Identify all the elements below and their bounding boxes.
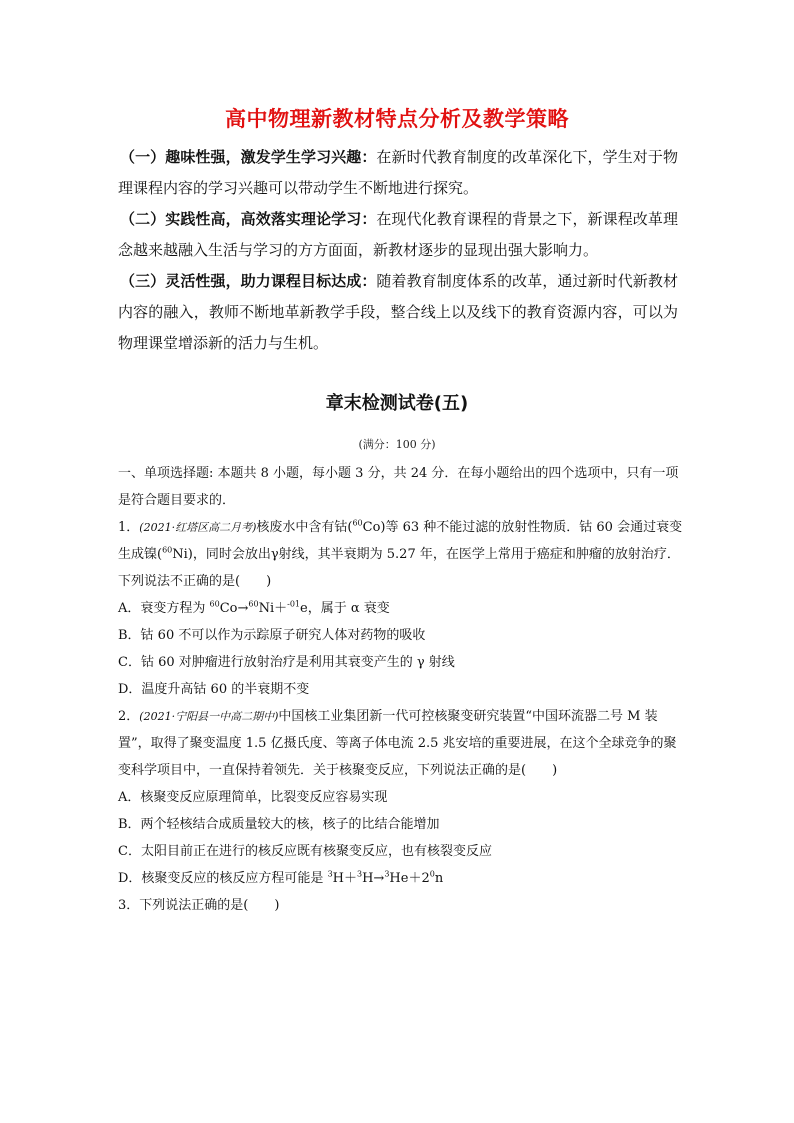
question-number: 2． [118,709,140,724]
option-text: Co→ [219,601,249,616]
option-text: H＋ [332,871,357,886]
stem-part: Co)等 63 种不能过滤的放射性物质．钴 60 会通过衰变生成镍( [118,520,683,562]
question-1-stem [118,514,683,595]
question-source: (2021·宁阳县一中高二期中) [139,710,279,723]
mass-number: 60 [209,599,220,609]
question-1-option-c: C．钴 60 对肿瘤进行放射治疗是利用其衰变产生的 γ 射线 [118,655,455,670]
mass-number: 60 [248,599,259,609]
option-text: H→ [362,871,385,886]
mass-number: 3 [357,869,363,879]
intro-paragraph [118,142,678,204]
intro-paragraph [118,266,678,359]
option-text: A．衰变方程为 [118,601,210,616]
stem-part: Ni)，同时会放出γ射线，其半衰期为 5.27 年，在医学上常用于癌症和肿瘤的放射治疗．下列说法不正确的是( ) [118,547,680,589]
page-title: 高中物理新教材特点分析及教学策略 [225,107,569,131]
question-2-option-a: A．核聚变反应原理简单，比裂变反应容易实现 [118,790,388,805]
question-2-option-c: C．太阳目前正在进行的核反应既有核聚变反应，也有核裂变反应 [118,844,492,859]
intro-text: 在新时代教育制度的改革深化下，学生对于物理课程内容的学习兴趣可以带动学生不断地进行探究。 [118,148,678,197]
question-1-option-a [118,595,683,622]
intro-lead: （一）趣味性强，激发学生学习兴趣： [120,148,377,166]
exam-title: 章末检测试卷(五) [325,393,469,414]
mass-number: 60 [162,545,173,555]
option-text: e，属于 α 衰变 [300,601,390,616]
intro-lead: （三）灵活性强，助力课程目标达成： [120,272,377,290]
exam-body [118,460,683,919]
question-2-stem [118,703,683,784]
option-text: Ni＋ [258,601,288,616]
question-number: 1． [118,520,140,535]
charge-number: -01 [287,599,301,609]
option-text: He＋2 [389,871,430,886]
question-2-option-b: B．两个轻核结合成质量较大的核，核子的比结合能增加 [118,817,440,832]
mass-number: 0 [429,869,435,879]
section-heading: 一、单项选择题: 本题共 8 小题，每小题 3 分，共 24 分．在每小题给出的四个选项中，只有一项是符合题目要求的． [118,466,679,508]
intro-section [118,142,678,359]
question-source: (2021·红塔区高二月考) [139,521,257,534]
intro-text: 在现代化教育课程的背景之下，新课程改革理念越来越融入生活与学习的方方面面，新教材逐步的显现出强大影响力。 [118,210,678,259]
stem-part: 中国核工业集团新一代可控核聚变研究装置“中国环流器二号 M 装置”，取得了聚变温度 1.5 亿摄氏度、等离子体电流 2.5 兆安培的重要进展，在这个全球竞争的聚变科学项目中，一直保持着领先．关于核聚变反应，下列说法正确的是( ) [118,709,677,778]
mass-number: 3 [384,869,390,879]
option-text: D．核聚变反应的核反应方程可能是 [118,871,328,886]
question-1-option-b: B．钴 60 不可以作为示踪原子研究人体对药物的吸收 [118,628,426,643]
question-2-option-d [118,865,683,892]
mass-number: 3 [327,869,333,879]
mass-number: 60 [352,518,363,528]
question-3-stem: 3．下列说法正确的是( ) [118,898,280,913]
intro-lead: （二）实践性高，高效落实理论学习： [120,210,377,228]
exam-score: (满分：100 分) [358,438,436,451]
option-text: n [434,871,444,886]
intro-text: 随着教育制度体系的改革，通过新时代新教材内容的融入，教师不断地革新教学手段，整合线上以及线下的教育资源内容，可以为物理课堂增添新的活力与生机。 [118,272,678,352]
question-1-option-d: D．温度升高钴 60 的半衰期不变 [118,682,310,697]
intro-paragraph [118,204,678,266]
stem-part: 核废水中含有钴( [256,520,353,535]
